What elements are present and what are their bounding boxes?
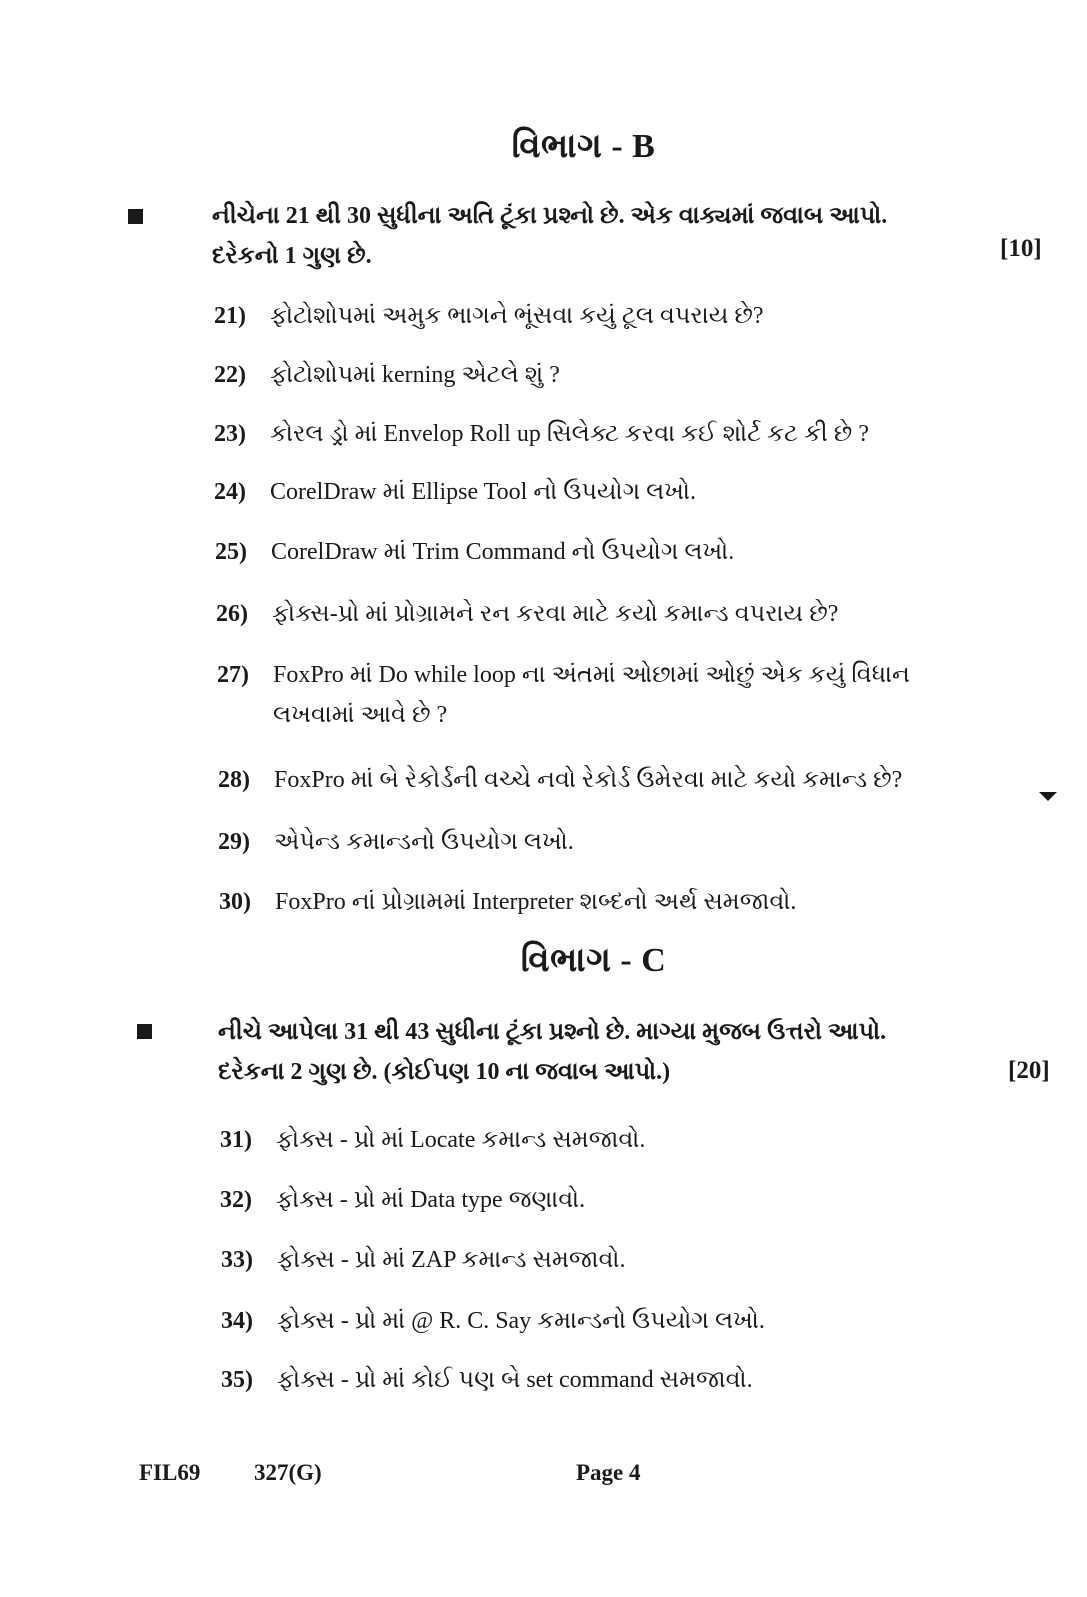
question-35 (221, 1360, 753, 1400)
section-c-title: વિભાગ - C (520, 942, 667, 979)
section-b-marks: [10] (1000, 235, 1042, 262)
question-number: 35) (221, 1367, 253, 1393)
question-text: ફોક્સ - પ્રો માં કોઈ પણ બે set command સમજાવો. (277, 1367, 753, 1393)
question-number: 26) (216, 601, 248, 627)
question-33 (221, 1240, 626, 1280)
question-number: 23) (214, 421, 246, 447)
section-c-bullet (137, 1024, 152, 1039)
question-28 (218, 760, 902, 800)
question-27 (217, 655, 910, 735)
question-text: ફોક્સ - પ્રો માં Locate કમાન્ડ સમજાવો. (276, 1127, 646, 1153)
question-26 (216, 594, 838, 634)
footer-code: FIL69 (139, 1460, 201, 1485)
question-text: ફોટોશોપમાં kerning એટલે શું ? (270, 362, 560, 388)
question-text: ફોક્સ - પ્રો માં @ R. C. Say કમાન્ડનો ઉપયોગ લખો. (277, 1308, 765, 1334)
question-text: CorelDraw માં Trim Command નો ઉપયોગ લખો. (271, 539, 735, 565)
question-text-continued: લખવામાં આવે છે ? (273, 702, 448, 728)
section-c-instruction-line2: દરેકના 2 ગુણ છે. (કોઈપણ 10 ના જવાબ આપો.) (218, 1059, 671, 1085)
question-22 (214, 355, 560, 395)
question-32 (220, 1180, 585, 1220)
section-c-marks: [20] (1008, 1057, 1050, 1084)
section-b-instruction-line1: નીચેના 21 થી 30 સુધીના અતિ ટૂંકા પ્રશ્નો છે. એક વાક્યમાં જવાબ આપો. (212, 203, 888, 229)
question-number: 28) (218, 767, 250, 793)
question-number: 25) (215, 539, 247, 565)
question-29 (218, 822, 574, 862)
question-number: 30) (219, 889, 251, 915)
page-number: Page 4 (576, 1460, 641, 1485)
question-31 (220, 1120, 645, 1160)
question-text: FoxPro માં બે રેકોર્ડની વચ્ચે નવો રેકોર્ડ ઉમેરવા માટે કયો કમાન્ડ છે? (274, 767, 903, 793)
question-text: FoxPro માં Do while loop ના અંતમાં ઓછામાં ઓછું એક કયું વિધાન (273, 662, 910, 688)
section-c-instruction (218, 1012, 886, 1092)
question-number: 22) (214, 362, 246, 388)
question-number: 32) (220, 1187, 252, 1213)
section-b-instruction (212, 196, 887, 276)
question-21 (214, 296, 764, 336)
question-text: એપેન્ડ કમાન્ડનો ઉપયોગ લખો. (274, 829, 574, 855)
question-number: 24) (214, 479, 246, 505)
question-number: 27) (217, 662, 249, 688)
question-24 (214, 472, 696, 512)
question-text: ફોક્સ - પ્રો માં ZAP કમાન્ડ સમજાવો. (277, 1247, 626, 1273)
question-number: 31) (220, 1127, 252, 1153)
question-text: ફોક્સ-પ્રો માં પ્રોગ્રામને રન કરવા માટે કયો કમાન્ડ વપરાય છે? (272, 601, 839, 627)
section-b-title: વિભાગ - B (511, 128, 656, 165)
question-text: ફોક્સ - પ્રો માં Data type જણાવો. (276, 1187, 586, 1213)
question-30 (219, 882, 796, 922)
section-b-instruction-line2: દરેકનો 1 ગુણ છે. (212, 243, 372, 269)
question-23 (214, 414, 869, 454)
question-34 (221, 1301, 765, 1341)
question-number: 29) (218, 829, 250, 855)
footer-paper-number: 327(G) (254, 1460, 322, 1485)
section-b-bullet (128, 209, 143, 224)
section-c-instruction-line1: નીચે આપેલા 31 થી 43 સુધીના ટૂંકા પ્રશ્નો છે. માગ્યા મુજબ ઉત્તરો આપો. (218, 1019, 887, 1045)
question-number: 34) (221, 1308, 253, 1334)
question-text: CorelDraw માં Ellipse Tool નો ઉપયોગ લખો. (270, 479, 696, 505)
question-text: ફોટોશોપમાં અમુક ભાગને ભૂંસવા કયું ટૂલ વપરાય છે? (270, 303, 764, 329)
question-number: 21) (214, 303, 246, 329)
margin-mark (1039, 792, 1057, 801)
question-text: કોરલ ડ્રો માં Envelop Roll up સિલેક્ટ કરવા કઈ શોર્ટ કટ કી છે ? (270, 421, 869, 447)
question-25 (215, 532, 734, 572)
question-number: 33) (221, 1247, 253, 1273)
question-text: FoxPro નાં પ્રોગ્રામમાં Interpreter શબ્દનો અર્થ સમજાવો. (275, 889, 797, 915)
